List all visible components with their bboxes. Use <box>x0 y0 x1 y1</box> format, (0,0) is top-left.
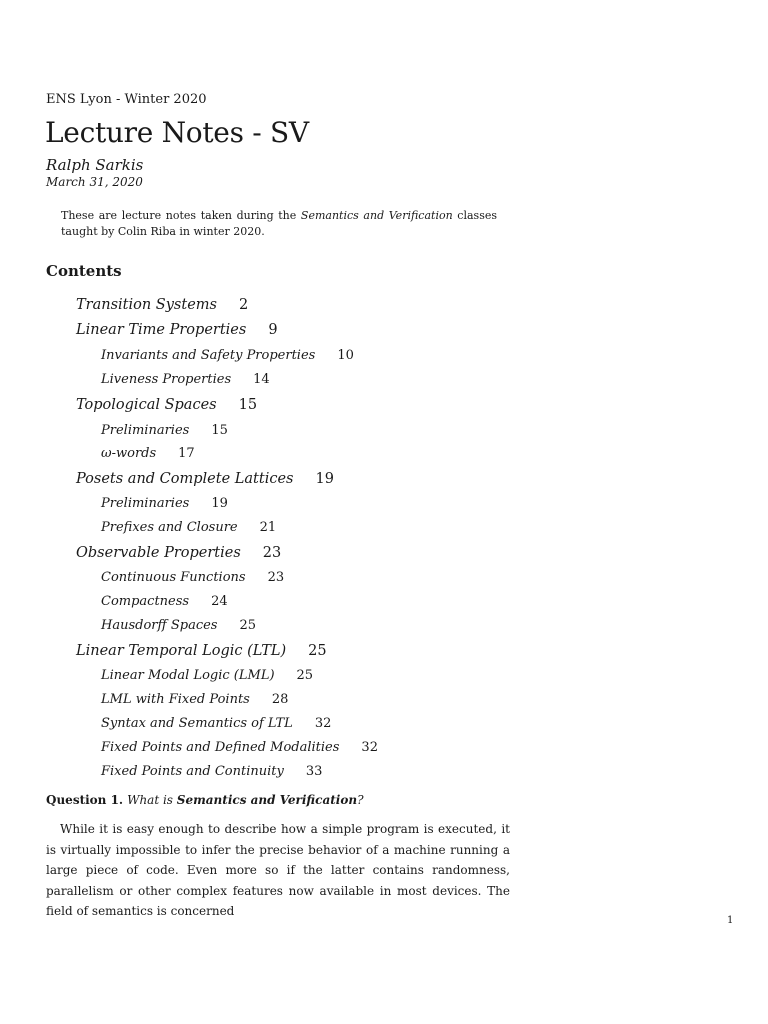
toc-entry-page: 10 <box>337 348 354 363</box>
toc-entry-title: Linear Temporal Logic (LTL) <box>76 643 287 659</box>
toc-entry-title: Hausdorff Spaces <box>101 618 218 633</box>
toc-entry-page: 19 <box>315 471 334 487</box>
toc-entry[interactable] <box>76 643 327 659</box>
abstract-text-end: classes taught by Colin Riba in winter 2020. <box>61 209 497 238</box>
toc-entry[interactable] <box>76 297 248 313</box>
toc-subentry[interactable] <box>101 496 228 511</box>
toc-subentry[interactable] <box>101 423 228 438</box>
question-prefix: What is <box>127 793 177 807</box>
abstract-text-start: These are lecture notes taken during the <box>61 209 301 222</box>
toc-subentry[interactable] <box>101 348 354 363</box>
toc-entry-page: 9 <box>268 322 278 338</box>
toc-entry-title: Linear Modal Logic (LML) <box>101 668 275 683</box>
toc-entry-page: 25 <box>239 618 257 633</box>
toc-entry-title: Topological Spaces <box>76 397 217 413</box>
author-name: Ralph Sarkis <box>46 156 144 174</box>
toc-entry-title: Liveness Properties <box>101 372 232 387</box>
toc-entry-title: Fixed Points and Defined Modalities <box>101 740 340 755</box>
toc-entry-page: 23 <box>267 570 285 585</box>
abstract-course-name: Semantics and Verification <box>300 209 453 222</box>
contents-heading: Contents <box>46 262 122 280</box>
toc-entry-page: 25 <box>296 668 314 683</box>
toc-entry-title: Posets and Complete Lattices <box>76 471 294 487</box>
course-header: ENS Lyon - Winter 2020 <box>46 92 207 107</box>
toc-entry-page: 19 <box>211 496 228 511</box>
toc-entry-page: 2 <box>238 297 249 313</box>
toc-entry[interactable] <box>76 471 334 487</box>
toc-entry[interactable] <box>76 322 278 338</box>
question-block <box>46 793 364 807</box>
toc-entry[interactable] <box>76 545 281 561</box>
toc-entry-page: 15 <box>238 397 258 413</box>
toc-subentry[interactable] <box>101 594 228 609</box>
toc-entry-title: Fixed Points and Continuity <box>101 764 284 779</box>
abstract <box>61 208 497 240</box>
toc-entry-title: Linear Time Properties <box>76 322 247 338</box>
toc-entry-page: 32 <box>314 716 332 731</box>
toc-subentry[interactable] <box>101 618 256 633</box>
toc-entry[interactable] <box>76 397 257 413</box>
toc-entry-page: 23 <box>262 545 282 561</box>
toc-entry-title: Compactness <box>101 594 190 609</box>
toc-entry-title: Preliminaries <box>101 423 190 438</box>
toc-entry-title: Invariants and Safety Properties <box>101 348 316 363</box>
document-title: Lecture Notes - SV <box>45 116 309 149</box>
body-text <box>46 819 510 922</box>
toc-entry-title: ω-words <box>101 446 157 461</box>
toc-entry-page: 32 <box>361 740 378 755</box>
toc-entry-title: Prefixes and Closure <box>101 520 238 535</box>
question-label: Question 1. <box>46 793 124 807</box>
toc-entry-page: 17 <box>178 446 195 461</box>
toc-entry-title: Syntax and Semantics of LTL <box>101 716 293 731</box>
question-text <box>127 793 363 807</box>
toc-entry-title: Preliminaries <box>101 496 190 511</box>
question-suffix: ? <box>357 793 364 807</box>
toc-entry-page: 21 <box>259 520 277 535</box>
toc-subentry[interactable] <box>101 668 313 683</box>
toc-entry-page: 14 <box>253 372 270 387</box>
toc-subentry[interactable] <box>101 764 322 779</box>
body-paragraph: While it is easy enough to describe how a simple program is executed, it is virtually impossible to infer the precise behavior of a machine running a large piece of code. Even more so if the latter contains randomness, parallelism or other complex features now available in most devices. The field of semantics is concerned <box>46 822 510 918</box>
toc-subentry[interactable] <box>101 520 276 535</box>
page-number: 1 <box>727 915 734 926</box>
toc-subentry[interactable] <box>101 570 284 585</box>
toc-entry-title: LML with Fixed Points <box>101 692 250 707</box>
toc-subentry[interactable] <box>101 740 378 755</box>
toc-entry-page: 28 <box>271 692 289 707</box>
toc-entry-title: Observable Properties <box>76 545 241 561</box>
toc-subentry[interactable] <box>101 446 195 461</box>
toc-entry-page: 33 <box>305 764 323 779</box>
question-topic: Semantics and Verification <box>176 793 358 807</box>
toc-entry-title: Continuous Functions <box>101 570 246 585</box>
toc-entry-page: 24 <box>211 594 228 609</box>
toc-entry-title: Transition Systems <box>76 297 217 313</box>
document-date: March 31, 2020 <box>46 175 143 189</box>
toc-entry-page: 15 <box>211 423 228 438</box>
toc-subentry[interactable] <box>101 716 331 731</box>
toc-subentry[interactable] <box>101 372 270 387</box>
toc-subentry[interactable] <box>101 692 288 707</box>
toc-entry-page: 25 <box>308 643 327 659</box>
